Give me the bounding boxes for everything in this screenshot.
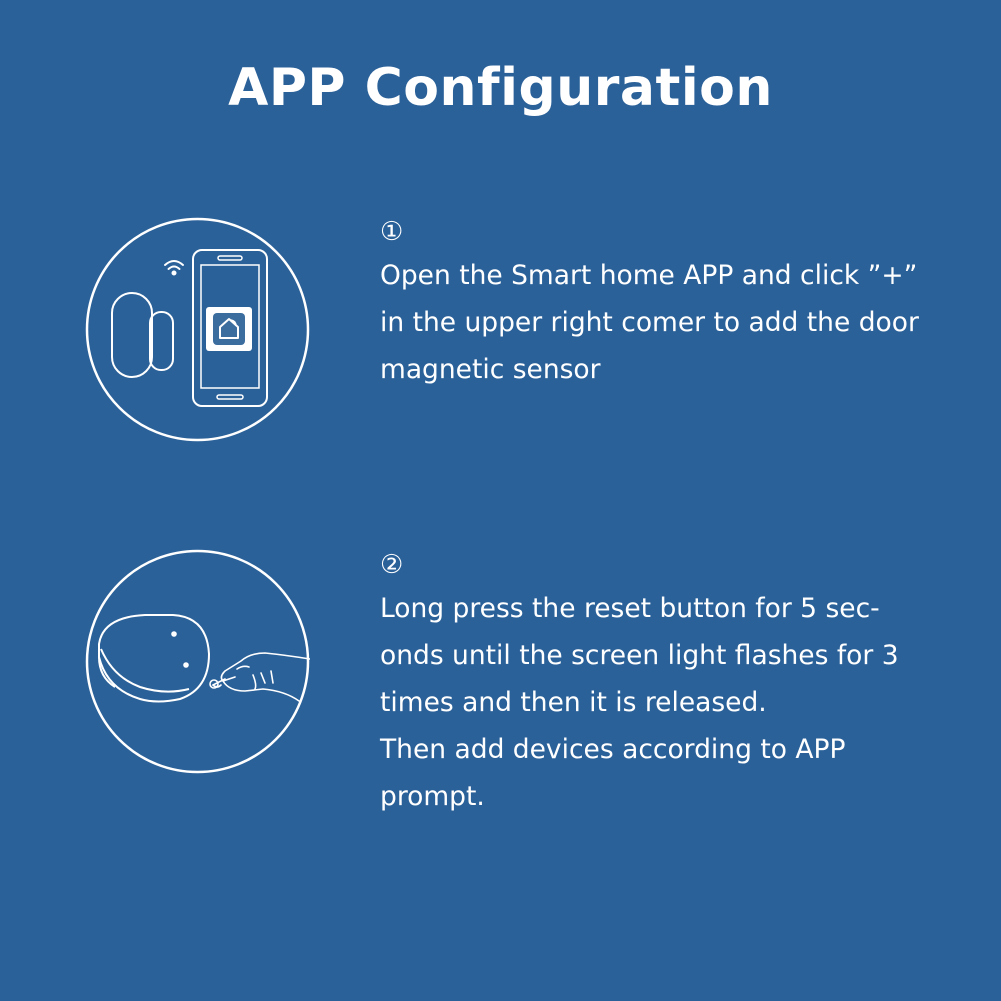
hand-press-drawing (85, 549, 310, 774)
sensor-device-icon (99, 615, 209, 702)
step-number: ② (380, 550, 404, 580)
page-title: APP Configuration (228, 58, 773, 118)
step-2 (380, 545, 940, 820)
step-number: ① (380, 217, 404, 247)
step-text-line: magnetic sensor (380, 354, 601, 385)
wifi-icon (165, 261, 183, 275)
step-text-line: in the upper right comer to add the door (380, 307, 919, 338)
step-1 (380, 212, 940, 393)
reset-button-illustration (85, 549, 310, 778)
step-text-line: times and then it is released. (380, 687, 767, 718)
step-text-line: prompt. (380, 781, 485, 812)
hand-icon (210, 653, 310, 701)
step-text-line: onds until the screen light flashes for 3 (380, 640, 899, 671)
step-text-line: Then add devices according to APP (380, 734, 846, 765)
step-text-line: Open the Smart home APP and click ”+” (380, 260, 918, 291)
step-text-line: Long press the reset button for 5 sec- (380, 593, 880, 624)
phone-sensor-illustration (85, 217, 310, 446)
smart-home-app-icon (206, 307, 252, 351)
phone-sensor-drawing (85, 217, 310, 442)
